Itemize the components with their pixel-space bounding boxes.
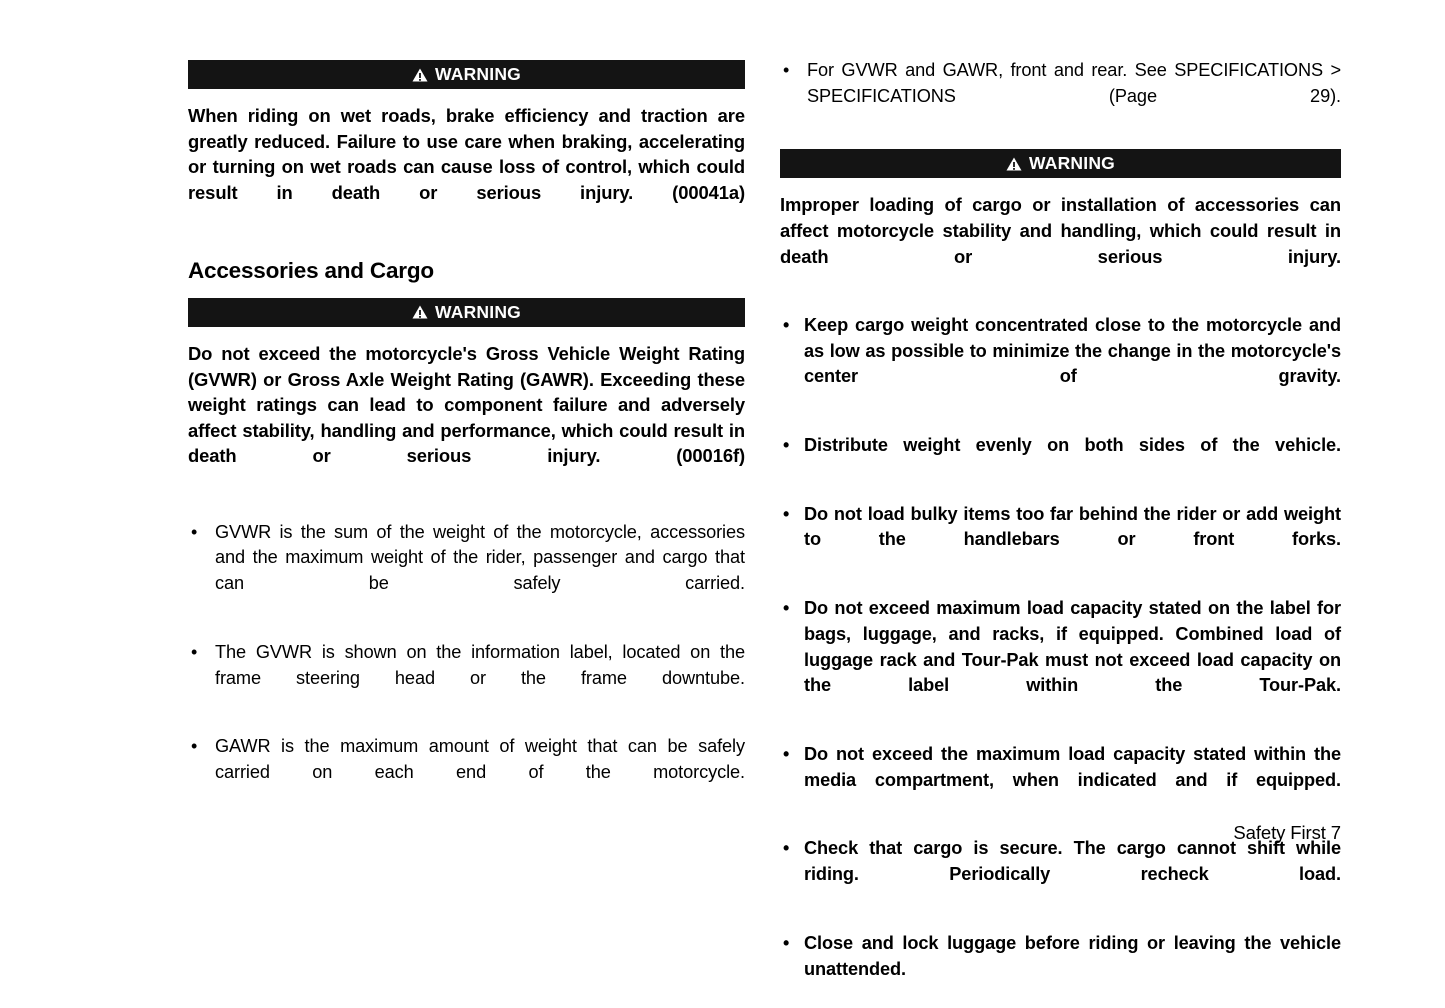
right-column-bullet-list [780,313,1341,1008]
list-item [780,433,1341,485]
warning-banner-label: WARNING [435,63,521,84]
list-item [188,734,745,811]
list-item [780,742,1341,819]
warning-triangle-icon [412,68,428,82]
spacer [780,295,1341,313]
left-column-bullet-list [188,520,745,812]
list-item [188,520,745,623]
list-item-text: GAWR is the maximum amount of weight that can be safely carried on each end of the motorcycle. [215,736,745,782]
page-title-accessories-and-cargo: Accessories and Cargo [188,257,434,283]
warning-triangle-icon [412,305,428,319]
list-item [780,596,1341,725]
bullet-icon: • [783,503,790,524]
warning-banner-loading [780,149,1341,178]
spacer [188,231,745,257]
warning-text-loading: Improper loading of cargo or installation of accessories can affect motorcycle stability and handling, which could result in death or serious injury. [780,194,1341,267]
list-item-text: Do not exceed maximum load capacity stated on the label for bags, luggage, and racks, if equipped. Combined load of luggage rack and Tour-Pak must not exceed load capacity on the label within the Tour-Pak. [804,597,1341,696]
spacer [188,495,745,520]
spacer [780,135,1341,149]
bullet-icon: • [783,597,790,618]
bullet-icon: • [191,641,198,662]
list-item [188,640,745,717]
warning-triangle-icon [1006,157,1022,171]
list-item-text: Keep cargo weight concentrated close to the motorcycle and as low as possible to minimize the change in the motorcycle's center of gravity. [804,314,1341,387]
page-footer [0,820,1445,860]
bullet-icon: • [783,932,790,953]
warning-banner-wet-roads [188,60,745,89]
bullet-icon: • [191,736,198,757]
bullet-icon: • [783,434,790,455]
list-item-text: Do not exceed the maximum load capacity stated within the media compartment, when indicated and if equipped. [804,743,1341,790]
bullet-icon: • [783,743,790,764]
list-item [780,58,1341,135]
list-item-text: The GVWR is shown on the information label, located on the frame steering head or the frame downtube. [215,641,745,688]
list-item-text: For GVWR and GAWR, front and rear. See SPECIFICATIONS > SPECIFICATIONS (Page 29). [807,60,1341,106]
warning-banner-gvwr [188,298,745,327]
warning-banner-label: WARNING [1029,153,1115,174]
warning-banner-label: WARNING [435,301,521,322]
right-column-top-bullet-list [780,58,1341,135]
bullet-icon: • [783,60,790,80]
list-item [780,931,1341,1008]
warning-text-gvwr: Do not exceed the motorcycle's Gross Vehicle Weight Rating (GVWR) or Gross Axle Weight Rating (GAWR). Exceeding these weight ratings can lead to component failure and adversely affect stability, handling and performance, which could result in death or serious injury. (00016f) [188,342,745,467]
bullet-icon: • [783,838,790,859]
left-column [0,0,780,820]
list-item-text: Distribute weight evenly on both sides of the vehicle. [804,434,1341,455]
bullet-icon: • [191,521,198,542]
list-item-text: Check that cargo is secure. The cargo cannot shift while riding. Periodically recheck load. [804,838,1341,885]
list-item-text: Close and lock luggage before riding or leaving the vehicle unattended. [804,932,1341,979]
list-item [780,313,1341,416]
spacer [188,284,745,298]
footer-page-label: Safety First 7 [1233,822,1341,843]
list-item-text: Do not load bulky items too far behind the rider or add weight to the handlebars or front forks. [804,503,1341,550]
warning-text-wet-roads: When riding on wet roads, brake efficiency and traction are greatly reduced. Failure to use care when braking, accelerating or turning on wet roads can cause loss of control, which could result in death or serious injury. (00041a) [188,105,745,203]
list-item-text: GVWR is the sum of the weight of the motorcycle, accessories and the maximum weight of the rider, passenger and cargo that can be safely carried. [215,521,745,594]
list-item [780,502,1341,579]
bullet-icon: • [783,314,790,335]
